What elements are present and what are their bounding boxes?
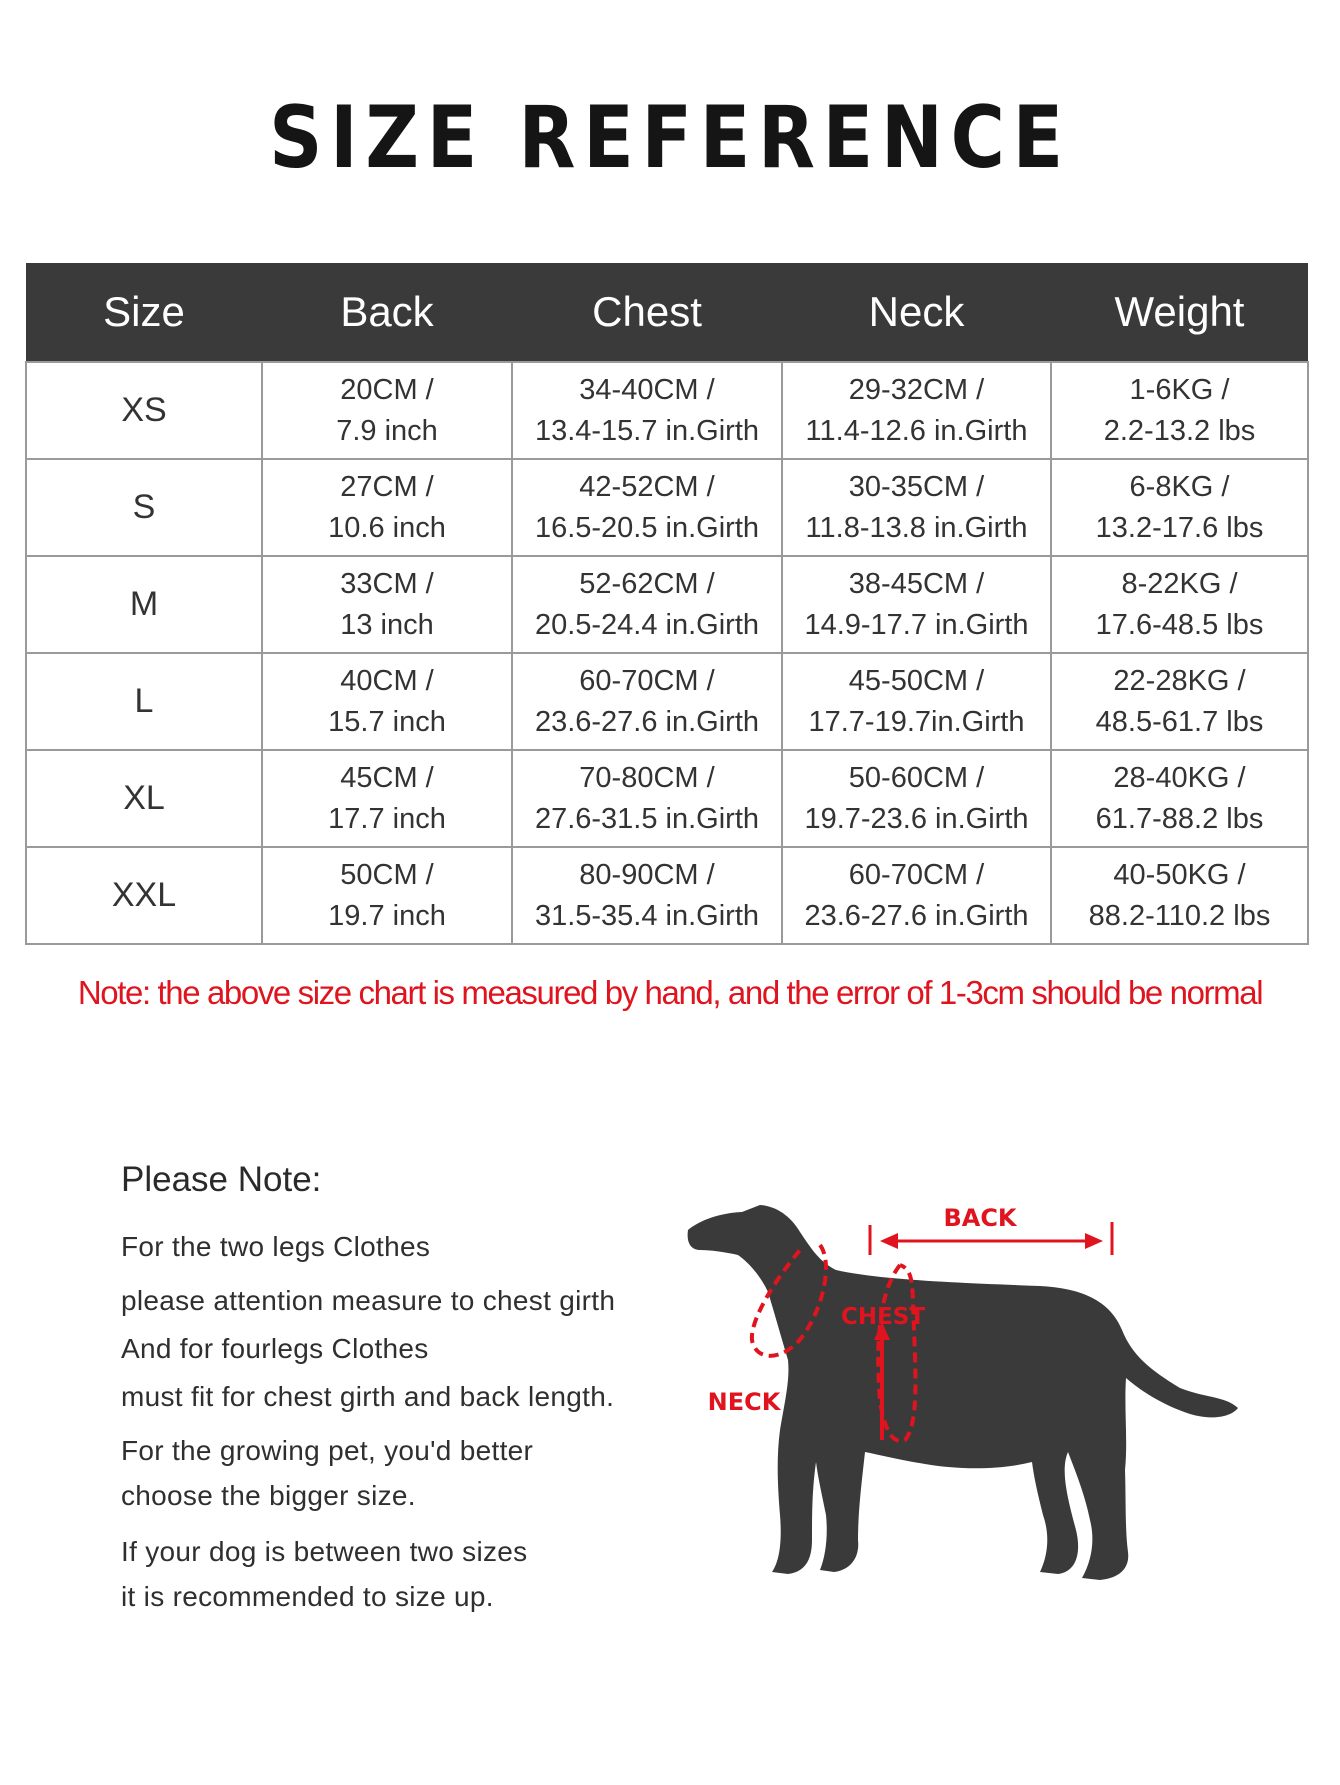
neck-cell bbox=[782, 556, 1051, 653]
back-cell bbox=[262, 362, 512, 459]
metric-value: 80-90CM / bbox=[579, 858, 715, 891]
metric-value: 27CM / bbox=[340, 470, 434, 503]
metric-value: 45-50CM / bbox=[848, 664, 985, 697]
metric-value: 22-28KG / bbox=[1113, 664, 1246, 697]
header-back: Back bbox=[262, 263, 512, 362]
measurement-note: Note: the above size chart is measured by hand, and the error of 1-3cm should be normal bbox=[77, 974, 1263, 1011]
metric-value: 60-70CM / bbox=[579, 664, 715, 697]
back-arrowhead-left bbox=[880, 1233, 898, 1249]
note-line: For the growing pet, you'd better bbox=[121, 1435, 534, 1466]
metric-value: 33CM / bbox=[340, 567, 434, 600]
imperial-value: 16.5-20.5 in.Girth bbox=[534, 511, 760, 544]
imperial-value: 17.7 inch bbox=[328, 802, 446, 835]
neck-cell bbox=[782, 653, 1051, 750]
metric-value: 60-70CM / bbox=[848, 858, 985, 891]
table-row bbox=[26, 459, 1308, 556]
chest-label: CHEST bbox=[840, 1304, 926, 1330]
page-title: SIZE REFERENCE bbox=[269, 88, 1071, 188]
dog-measurement-diagram bbox=[670, 1188, 1270, 1608]
imperial-value: 7.9 inch bbox=[336, 414, 438, 447]
imperial-value: 13 inch bbox=[340, 608, 434, 641]
chest-cell bbox=[512, 459, 782, 556]
chest-cell bbox=[512, 556, 782, 653]
imperial-value: 19.7-23.6 in.Girth bbox=[804, 802, 1029, 835]
table-row bbox=[26, 847, 1308, 944]
metric-value: 40-50KG / bbox=[1113, 858, 1246, 891]
back-arrowhead-right bbox=[1085, 1233, 1103, 1249]
neck-cell bbox=[782, 362, 1051, 459]
note-line: For the two legs Clothes bbox=[121, 1231, 431, 1262]
size-cell: XS bbox=[26, 362, 262, 459]
imperial-value: 15.7 inch bbox=[328, 705, 446, 738]
neck-cell bbox=[782, 459, 1051, 556]
chest-cell bbox=[512, 847, 782, 944]
size-cell: L bbox=[26, 653, 262, 750]
imperial-value: 2.2-13.2 lbs bbox=[1103, 414, 1256, 447]
metric-value: 50-60CM / bbox=[848, 761, 985, 794]
metric-value: 30-35CM / bbox=[848, 470, 985, 503]
weight-cell bbox=[1051, 556, 1308, 653]
imperial-value: 23.6-27.6 in.Girth bbox=[534, 705, 760, 738]
weight-cell bbox=[1051, 362, 1308, 459]
note-line: it is recommended to size up. bbox=[121, 1581, 494, 1612]
metric-value: 45CM / bbox=[340, 761, 434, 794]
imperial-value: 14.9-17.7 in.Girth bbox=[804, 608, 1029, 641]
metric-value: 1-6KG / bbox=[1129, 373, 1230, 406]
header-size: Size bbox=[26, 263, 262, 362]
imperial-value: 13.2-17.6 lbs bbox=[1095, 511, 1264, 544]
table-row bbox=[26, 653, 1308, 750]
imperial-value: 10.6 inch bbox=[328, 511, 446, 544]
back-cell bbox=[262, 847, 512, 944]
chest-cell bbox=[512, 750, 782, 847]
note-line: please attention measure to chest girth bbox=[121, 1285, 616, 1316]
metric-value: 20CM / bbox=[340, 373, 434, 406]
please-note-title: Please Note: bbox=[121, 1160, 322, 1199]
size-cell: XL bbox=[26, 750, 262, 847]
table-row bbox=[26, 750, 1308, 847]
metric-value: 40CM / bbox=[340, 664, 434, 697]
imperial-value: 13.4-15.7 in.Girth bbox=[534, 414, 760, 447]
table-header-row bbox=[26, 263, 1308, 362]
back-cell bbox=[262, 556, 512, 653]
weight-cell bbox=[1051, 750, 1308, 847]
imperial-value: 88.2-110.2 lbs bbox=[1088, 899, 1271, 932]
chest-cell bbox=[512, 362, 782, 459]
imperial-value: 20.5-24.4 in.Girth bbox=[534, 608, 760, 641]
size-table bbox=[25, 263, 1309, 945]
imperial-value: 48.5-61.7 lbs bbox=[1095, 705, 1264, 738]
imperial-value: 27.6-31.5 in.Girth bbox=[534, 802, 760, 835]
table-row bbox=[26, 362, 1308, 459]
weight-cell bbox=[1051, 459, 1308, 556]
note-line: choose the bigger size. bbox=[121, 1480, 416, 1511]
header-weight: Weight bbox=[1051, 263, 1308, 362]
back-cell bbox=[262, 653, 512, 750]
imperial-value: 61.7-88.2 lbs bbox=[1095, 802, 1264, 835]
metric-value: 34-40CM / bbox=[579, 373, 715, 406]
table-row bbox=[26, 556, 1308, 653]
back-label: BACK bbox=[943, 1204, 1017, 1232]
metric-value: 8-22KG / bbox=[1121, 567, 1238, 600]
size-cell: XXL bbox=[26, 847, 262, 944]
header-chest: Chest bbox=[512, 263, 782, 362]
note-line: must fit for chest girth and back length. bbox=[121, 1381, 615, 1412]
size-cell: S bbox=[26, 459, 262, 556]
imperial-value: 11.4-12.6 in.Girth bbox=[805, 414, 1028, 447]
neck-cell bbox=[782, 847, 1051, 944]
metric-value: 42-52CM / bbox=[579, 470, 715, 503]
weight-cell bbox=[1051, 653, 1308, 750]
metric-value: 70-80CM / bbox=[579, 761, 715, 794]
chest-cell bbox=[512, 653, 782, 750]
note-line: And for fourlegs Clothes bbox=[121, 1333, 429, 1364]
imperial-value: 23.6-27.6 in.Girth bbox=[804, 899, 1029, 932]
imperial-value: 11.8-13.8 in.Girth bbox=[805, 511, 1028, 544]
note-line: If your dog is between two sizes bbox=[121, 1536, 528, 1567]
neck-cell bbox=[782, 750, 1051, 847]
metric-value: 29-32CM / bbox=[848, 373, 985, 406]
header-neck: Neck bbox=[782, 263, 1051, 362]
weight-cell bbox=[1051, 847, 1308, 944]
metric-value: 6-8KG / bbox=[1129, 470, 1230, 503]
neck-label: NECK bbox=[707, 1388, 781, 1416]
imperial-value: 17.6-48.5 lbs bbox=[1095, 608, 1264, 641]
metric-value: 52-62CM / bbox=[579, 567, 715, 600]
back-cell bbox=[262, 459, 512, 556]
size-cell: M bbox=[26, 556, 262, 653]
metric-value: 50CM / bbox=[340, 858, 434, 891]
metric-value: 28-40KG / bbox=[1113, 761, 1246, 794]
imperial-value: 31.5-35.4 in.Girth bbox=[534, 899, 760, 932]
metric-value: 38-45CM / bbox=[848, 567, 985, 600]
imperial-value: 17.7-19.7in.Girth bbox=[808, 705, 1025, 738]
imperial-value: 19.7 inch bbox=[328, 899, 446, 932]
back-cell bbox=[262, 750, 512, 847]
